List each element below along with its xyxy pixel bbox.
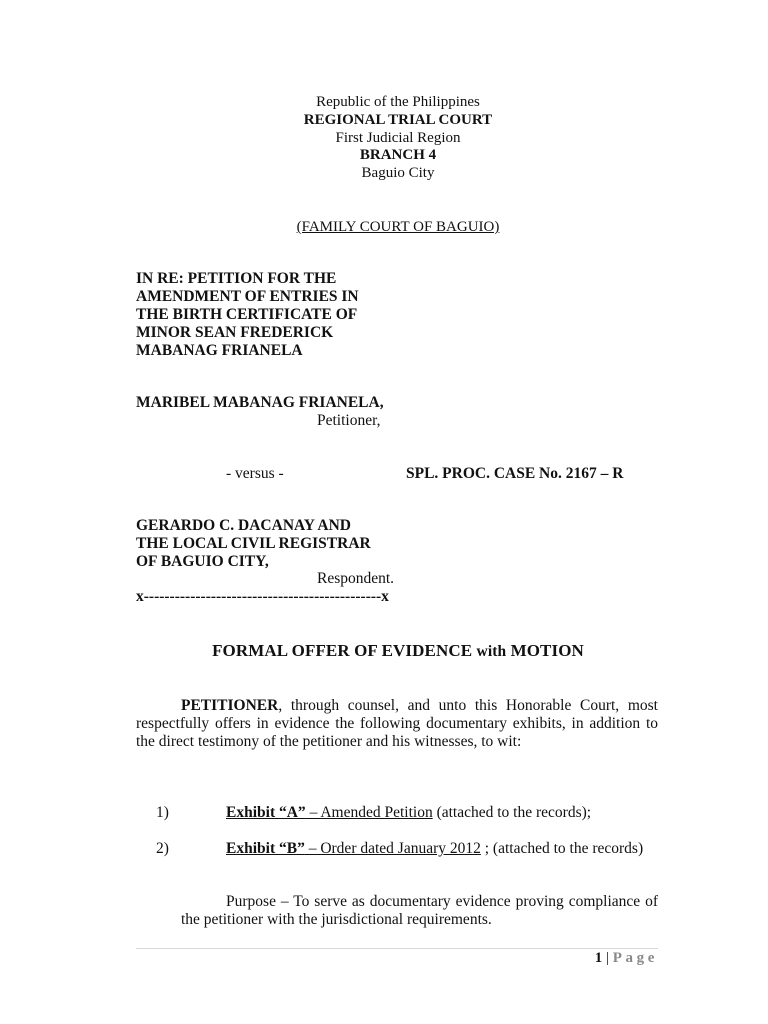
caption-title-line: AMENDMENT OF ENTRIES IN [136,288,359,305]
caption-title-line: THE BIRTH CERTIFICATE OF [136,306,358,323]
petitioner-name: MARIBEL MABANAG FRIANELA, [136,394,384,411]
respondent-role: Respondent. [317,570,395,587]
document-title [0,641,768,661]
page-footer [595,950,658,967]
footer-separator: | [602,950,613,966]
item-number: 1) [156,804,169,821]
exhibit-note: (attached to the records); [432,804,592,821]
caption-title-line: MINOR SEAN FREDERICK [136,324,334,341]
exhibit-description: – Order dated January 2012 [304,840,481,857]
header-city: Baguio City [361,165,435,181]
page-number: 1 [594,950,603,966]
footer-divider [136,948,658,949]
opening-paragraph [136,697,658,751]
item-number: 2) [156,840,169,857]
caption-separator: x----------------------------------------------x [136,588,389,605]
purpose-paragraph: Purpose – To serve as documentary evidence proving compliance of the petitioner with the jurisdictional requirements. [181,893,658,928]
exhibit-label: Exhibit “A” [226,804,306,821]
respondent-line: OF BAGUIO CITY, [136,553,269,570]
exhibit-label: Exhibit “B” [226,840,305,857]
respondent-line: THE LOCAL CIVIL REGISTRAR [136,535,371,552]
title-motion: MOTION [510,641,584,660]
case-caption-title [136,270,359,360]
caption-title-line: IN RE: PETITION FOR THE [136,270,337,287]
respondent-line: GERARDO C. DACANAY AND [136,517,352,534]
exhibit-note: ; (attached to the records) [480,840,644,857]
family-court-label: (FAMILY COURT OF BAGUIO) [296,219,500,235]
title-main: FORMAL OFFER OF EVIDENCE [212,641,473,660]
caption-title-line: MABANAG FRIANELA [136,342,303,359]
header-court: REGIONAL TRIAL COURT [303,112,493,128]
header-region: First Judicial Region [335,130,461,146]
respondent-name [136,517,371,571]
header-republic: Republic of the Philippines [316,94,480,110]
petitioner-role: Petitioner, [317,412,381,429]
header-branch: BRANCH 4 [359,147,437,163]
exhibit-item [226,804,658,822]
opening-text: , through counsel, and unto this Honorable Court, most respectfully offers in evidence the following documentary exhibits, in addition to the direct testimony of the petitioner and his witnesses, to wit: [136,697,658,750]
title-with: with [476,643,507,660]
exhibit-item [226,840,702,858]
page-label: Page [612,950,658,966]
versus-label: - versus - [226,465,284,482]
case-number: SPL. PROC. CASE No. 2167 – R [406,465,624,482]
petitioner-keyword: PETITIONER [181,697,279,714]
exhibit-description: – Amended Petition [305,804,433,821]
